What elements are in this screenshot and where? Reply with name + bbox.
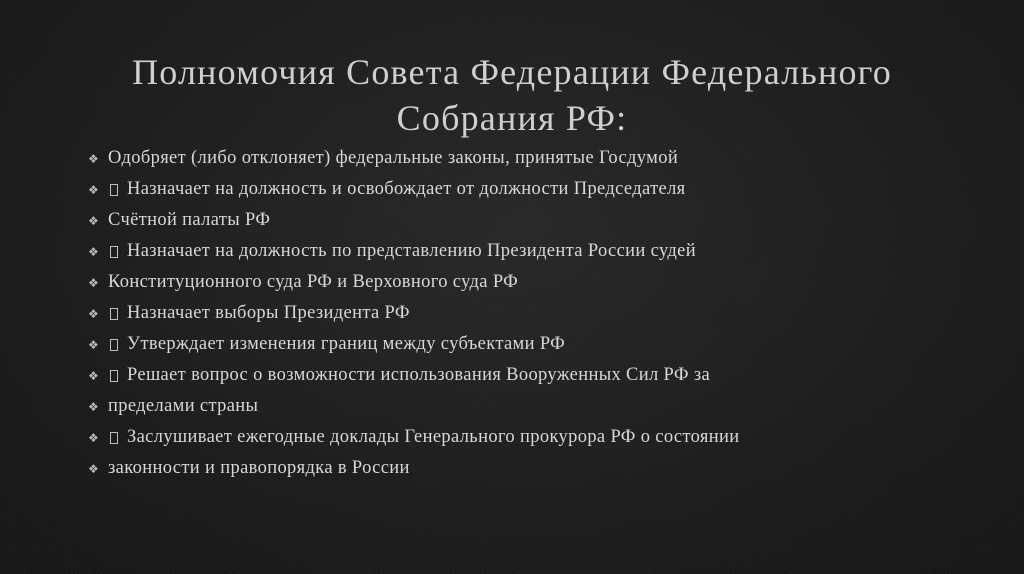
- missing-glyph-box-icon: [110, 246, 118, 258]
- list-item: [88, 267, 968, 298]
- bullet-list: [88, 143, 968, 484]
- list-item: [88, 391, 968, 422]
- list-item-text: Назначает на должность по представлению Президента России судей: [127, 241, 696, 261]
- list-item-text: Утверждает изменения границ между субъектами РФ: [127, 334, 566, 354]
- list-item-text: Заслушивает ежегодные доклады Генерального прокурора РФ о состоянии: [127, 427, 740, 447]
- list-item-text: Назначает выборы Президента РФ: [127, 303, 410, 323]
- list-item-text: Конституционного суда РФ и Верховного суда РФ: [108, 272, 519, 292]
- list-item: [88, 360, 968, 391]
- list-item: [88, 453, 968, 484]
- list-item-text: законности и правопорядка в России: [108, 458, 410, 478]
- diamond-bullet-icon: ❖: [88, 337, 100, 352]
- diamond-bullet-icon: ❖: [88, 461, 100, 476]
- diamond-bullet-icon: ❖: [88, 430, 100, 445]
- missing-glyph-box-icon: [110, 432, 118, 444]
- list-item: [88, 329, 968, 360]
- diamond-bullet-icon: ❖: [88, 182, 100, 197]
- list-item: [88, 174, 968, 205]
- slide-title: [60, 49, 964, 141]
- list-item: [88, 205, 968, 236]
- list-item-text: Решает вопрос о возможности использования Вооруженных Сил РФ за: [127, 365, 711, 385]
- list-item-text: Назначает на должность и освобождает от должности Председателя: [127, 179, 686, 199]
- list-item: [88, 422, 968, 453]
- diamond-bullet-icon: ❖: [88, 151, 100, 166]
- list-item-text: пределами страны: [108, 396, 259, 416]
- diamond-bullet-icon: ❖: [88, 244, 100, 259]
- missing-glyph-box-icon: [110, 308, 118, 320]
- list-item: [88, 236, 968, 267]
- list-item: [88, 143, 968, 174]
- diamond-bullet-icon: ❖: [88, 368, 100, 383]
- diamond-bullet-icon: ❖: [88, 399, 100, 414]
- list-item-text: Одобряет (либо отклоняет) федеральные законы, принятые Госдумой: [108, 148, 679, 168]
- diamond-bullet-icon: ❖: [88, 306, 100, 321]
- slide-title-line-1: Полномочия Совета Федерации Федерального: [132, 52, 892, 92]
- missing-glyph-box-icon: [110, 339, 118, 351]
- diamond-bullet-icon: ❖: [88, 213, 100, 228]
- list-item-text: Счётной палаты РФ: [108, 210, 271, 230]
- missing-glyph-box-icon: [110, 184, 118, 196]
- slide-title-line-2: Собрания РФ:: [396, 98, 628, 138]
- diamond-bullet-icon: ❖: [88, 275, 100, 290]
- list-item: [88, 298, 968, 329]
- missing-glyph-box-icon: [110, 370, 118, 382]
